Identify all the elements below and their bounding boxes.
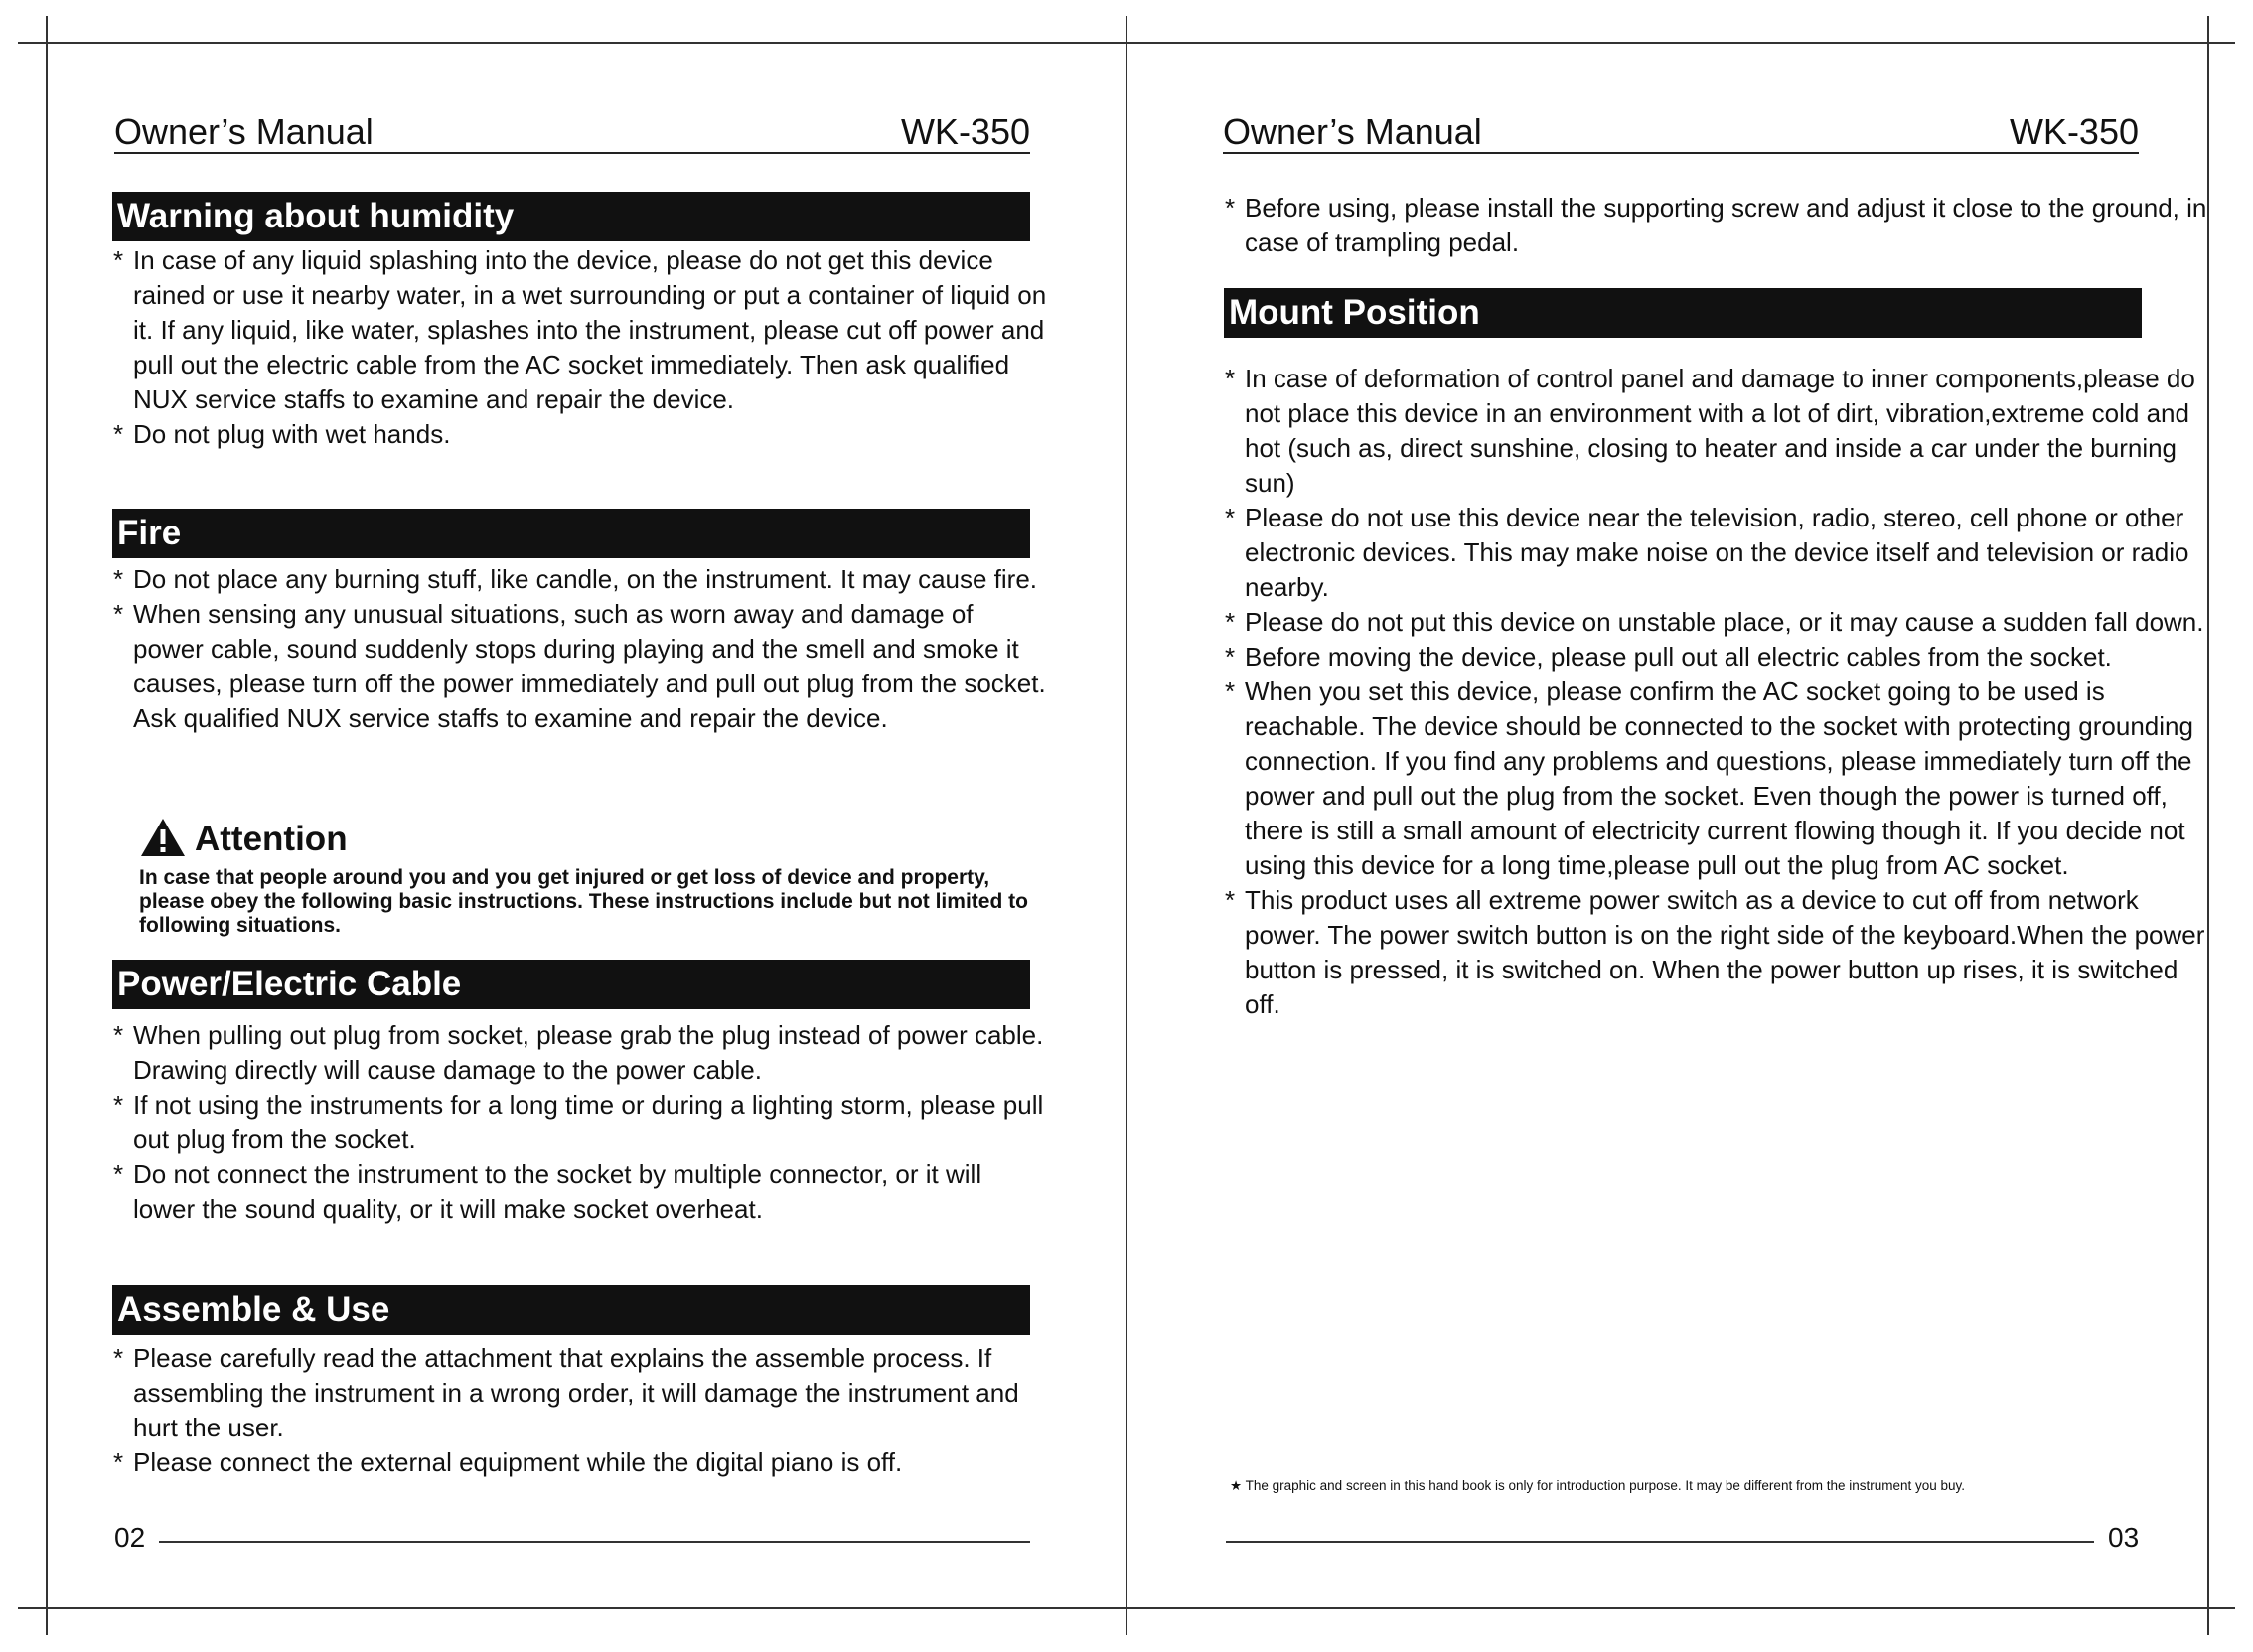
footer-rule — [1226, 1541, 2094, 1543]
bullet-star: * — [1225, 503, 1236, 532]
bullet-star: * — [113, 1447, 124, 1477]
attention-block — [139, 815, 1053, 937]
section-heading-power: Power/Electric Cable — [112, 960, 1030, 1009]
bullet-star: * — [113, 245, 124, 275]
list-item: * Please carefully read the attachment that explains the assemble process. If assembling the instrument in a wrong order, it will damage the instrument and hurt the user. — [113, 1343, 1019, 1442]
left-page — [0, 0, 1126, 1652]
model-number: WK-350 — [900, 111, 1030, 152]
page-number: 03 — [2108, 1522, 2140, 1553]
bullet-star: * — [1225, 885, 1236, 915]
page-header — [1223, 112, 2139, 154]
list-item: * Do not connect the instrument to the socket by multiple connector, or it will lower the sound quality, or it will make socket overheat. — [113, 1159, 982, 1224]
humidity-list — [113, 243, 1047, 452]
manual-title: Owner’s Manual — [114, 111, 374, 152]
section-heading-fire: Fire — [112, 509, 1030, 558]
list-item: * If not using the instruments for a long time or during a lighting storm, please pull out plug from the socket. — [113, 1090, 1044, 1154]
list-item: * Please do not put this device on unstable place, or it may cause a sudden fall down. — [1225, 605, 2218, 640]
bullet-star: * — [1225, 193, 1236, 223]
section-heading-assemble: Assemble & Use — [112, 1285, 1030, 1335]
section-heading-humidity: Warning about humidity — [112, 192, 1030, 241]
list-item: * When pulling out plug from socket, please grab the plug instead of power cable. Drawing directly will cause damage to the power cable. — [113, 1020, 1044, 1085]
assemble-list — [113, 1341, 1047, 1480]
intro-list — [1225, 191, 2218, 260]
section-heading-mount: Mount Position — [1224, 288, 2142, 338]
footnote — [1230, 1477, 1965, 1495]
list-item: * Do not place any burning stuff, like candle, on the instrument. It may cause fire. — [113, 562, 1047, 597]
list-item: * When you set this device, please confirm the AC socket going to be used is reachable. The device should be connected to the socket with protecting grounding connection. If you find any problems and questions, please immediately turn off the power and pull out the plug from the socket. Even though the power is turned off, there is still a small amount of electricity current flowing though it. If you decide not using this device for a long time,please pull out the plug from AC socket. — [1225, 676, 2193, 880]
power-list — [113, 1018, 1047, 1227]
attention-title: Attention — [195, 820, 348, 858]
page-header — [114, 112, 1030, 154]
bullet-star: * — [1225, 676, 1236, 706]
bullet-star: * — [1225, 642, 1236, 672]
bullet-star: * — [113, 1090, 124, 1120]
footnote-star-icon: ★ — [1230, 1478, 1243, 1493]
list-item: * Before using, please install the supporting screw and adjust it close to the ground, in case of trampling pedal. — [1225, 193, 2207, 257]
list-item: * Please connect the external equipment while the digital piano is off. — [113, 1445, 1047, 1480]
list-item: * When sensing any unusual situations, such as worn away and damage of power cable, sound suddenly stops during playing and the smell and smoke it causes, please turn off the power immediately and pull out plug from the socket. Ask qualified NUX service staffs to examine and repair the device. — [113, 599, 1046, 733]
page-number: 02 — [114, 1522, 146, 1553]
bullet-star: * — [113, 1343, 124, 1373]
bullet-star: * — [113, 564, 124, 594]
mount-list — [1225, 362, 2218, 1022]
bullet-star: * — [113, 599, 124, 629]
list-item: * In case of deformation of control panel and damage to inner components,please do not place this device in an environment with a lot of dirt, vibration,extreme cold and hot (such as, direct sunshine, closing to heater and inside a car under the burning sun) — [1225, 364, 2195, 498]
list-item: * Before moving the device, please pull out all electric cables from the socket. — [1225, 640, 2218, 675]
list-item: * Please do not use this device near the television, radio, stereo, cell phone or other electronic devices. This may make noise on the device itself and television or radio nearby. — [1225, 503, 2189, 602]
bullet-star: * — [113, 1159, 124, 1189]
bullet-star: * — [113, 419, 124, 449]
fire-list — [113, 562, 1047, 736]
footnote-text: The graphic and screen in this hand book is only for introduction purpose. It may be different from the instrument you buy. — [1245, 1478, 1966, 1493]
model-number: WK-350 — [2009, 111, 2139, 152]
right-page — [1126, 0, 2253, 1652]
bullet-star: * — [1225, 607, 1236, 637]
footer-rule — [159, 1541, 1030, 1543]
bullet-star: * — [113, 1020, 124, 1050]
list-item: * Do not plug with wet hands. — [113, 417, 1047, 452]
warning-triangle-icon — [139, 817, 187, 858]
manual-title: Owner’s Manual — [1223, 111, 1482, 152]
attention-text: In case that people around you and you get injured or get loss of device and property, please obey the following basic instructions. These instructions include but not limited to following situations. — [139, 866, 1028, 937]
bullet-star: * — [1225, 364, 1236, 393]
list-item: * In case of any liquid splashing into the device, please do not get this device rained or use it nearby water, in a wet surrounding or put a container of liquid on it. If any liquid, like water, splashes into the instrument, please cut off power and pull out the electric cable from the AC socket immediately. Then ask qualified NUX service staffs to examine and repair the device. — [113, 245, 1047, 414]
list-item: * This product uses all extreme power switch as a device to cut off from network power. The power switch button is on the right side of the keyboard.When the power button is pressed, it is switched on. When the power button up rises, it is switched off. — [1225, 885, 2205, 1019]
